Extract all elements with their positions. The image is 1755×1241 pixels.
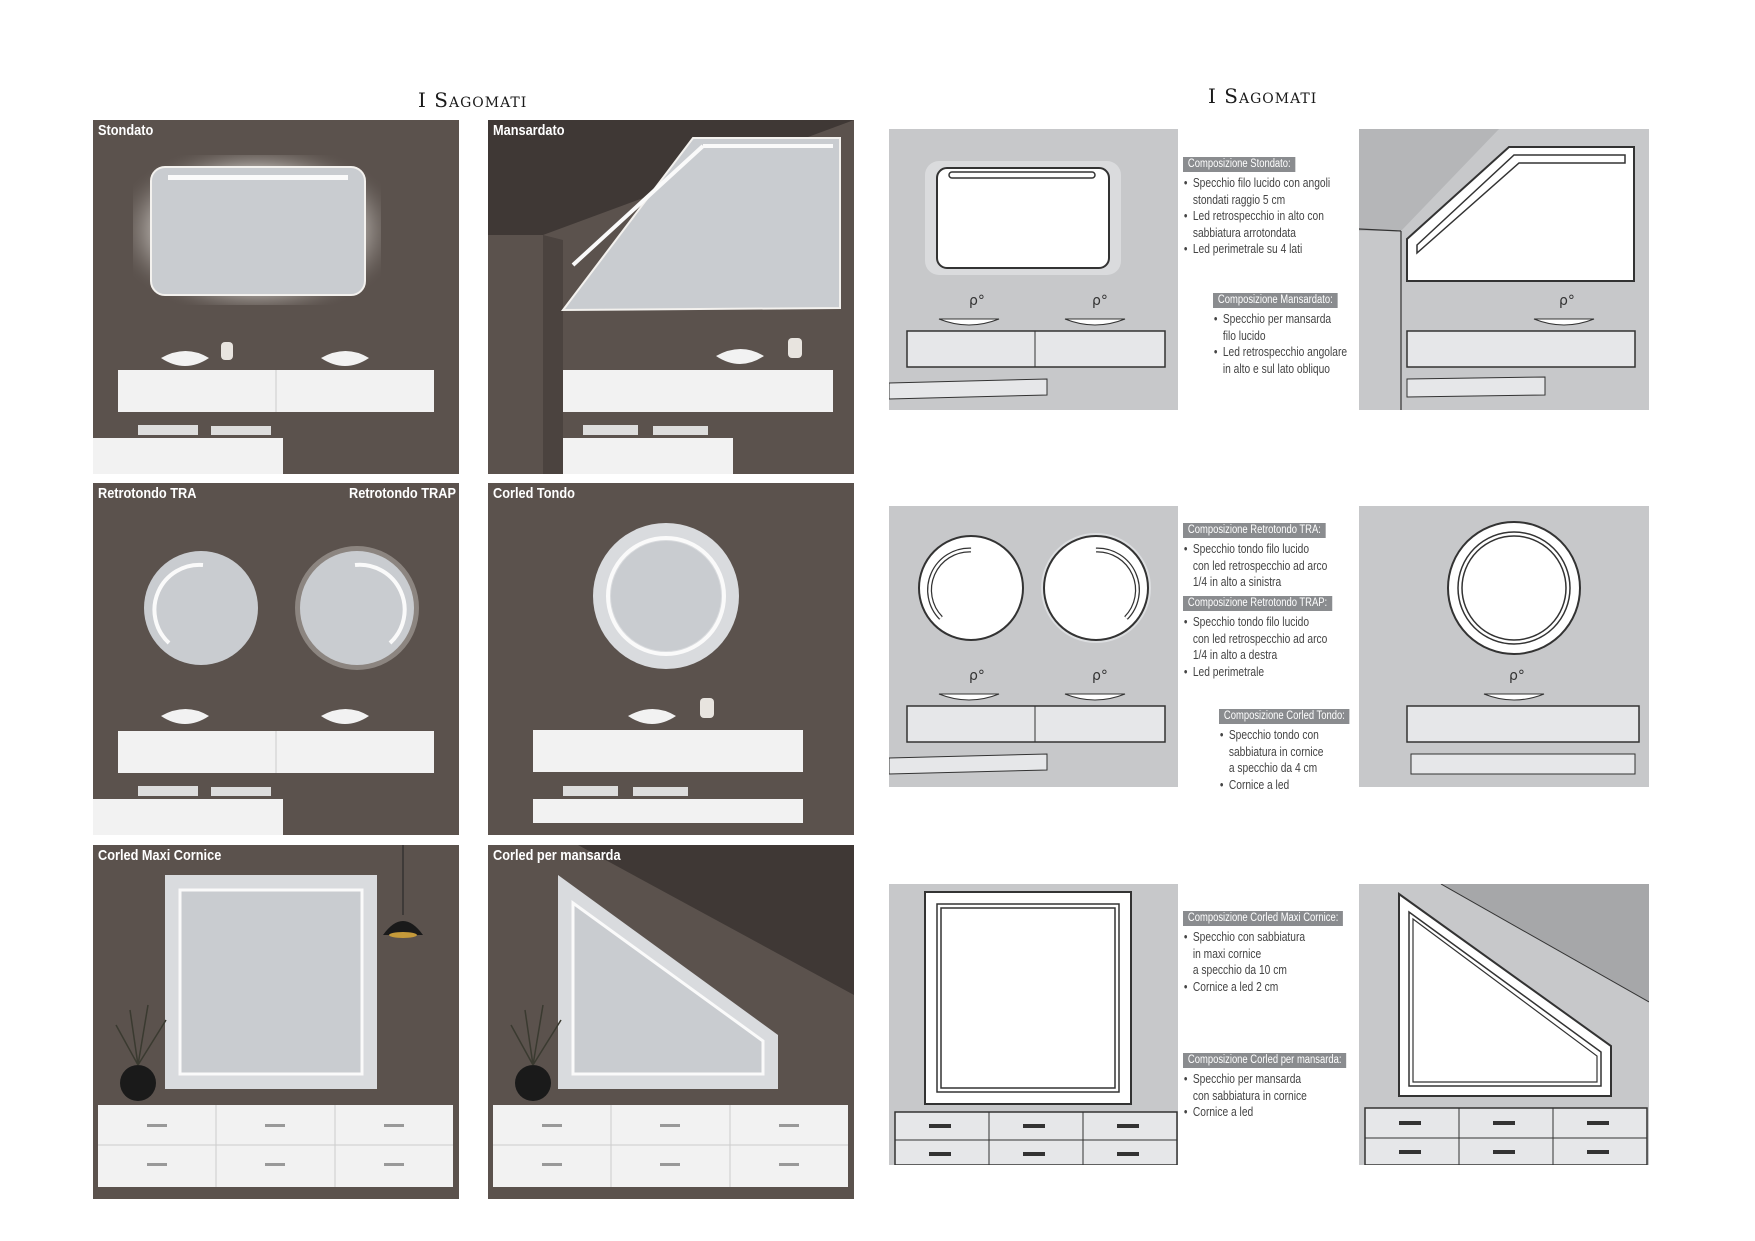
desc-item: • Specchio per mansarda: [1193, 1071, 1347, 1088]
mansardato-illustration: [488, 120, 854, 474]
desc-stondato: [1183, 155, 1330, 258]
desc-item: • Specchio per mansarda: [1223, 311, 1347, 328]
desc-trap-head: Composizione Retrotondo TRAP:: [1183, 596, 1332, 611]
drawing-mansardato-svg: [1359, 129, 1649, 410]
drawing-corled-maxi-svg: [889, 884, 1178, 1165]
photo-corled-tondo: [488, 483, 854, 835]
desc-maxi: [1183, 909, 1343, 995]
drawing-retrotondo: [889, 506, 1178, 787]
desc-item-cont: 1/4 in alto a destra: [1192, 648, 1278, 662]
drawing-corled-mansarda-svg: [1359, 884, 1649, 1165]
desc-mansardato-head: Composizione Mansardato:: [1213, 293, 1338, 308]
desc-item: • Led retrospecchio angolare: [1223, 344, 1347, 361]
desc-mansarda: [1183, 1051, 1346, 1121]
label-corled-maxi: Corled Maxi Cornice: [98, 847, 222, 864]
corled-mansarda-illustration: [488, 845, 854, 1199]
drawing-corled-maxi: [889, 884, 1178, 1165]
desc-tra-head: Composizione Retrotondo TRA:: [1183, 523, 1326, 538]
left-page-title: I Sagomati: [418, 88, 528, 112]
label-corled-mansarda: Corled per mansarda: [493, 847, 621, 864]
photo-mansardato: [488, 120, 854, 474]
desc-item-cont: in alto e sul lato obliquo: [1222, 361, 1330, 376]
desc-trap: [1183, 594, 1332, 680]
label-corled-tondo: Corled Tondo: [493, 485, 575, 502]
drawing-stondato-svg: [889, 129, 1178, 410]
desc-item: • Specchio tondo con: [1229, 727, 1350, 744]
drawing-corled-tondo-svg: [1359, 506, 1649, 787]
desc-tondo: [1219, 707, 1350, 793]
desc-item: • Specchio tondo filo lucido: [1193, 541, 1327, 558]
label-stondato: Stondato: [98, 122, 154, 139]
desc-item-cont: in maxi cornice: [1192, 946, 1262, 961]
label-retrotondo-tra: Retrotondo TRA: [98, 485, 197, 502]
desc-item: • Cornice a led: [1229, 777, 1350, 794]
svg-text:ρ°: ρ°: [969, 668, 985, 684]
desc-maxi-head: Composizione Corled Maxi Cornice:: [1183, 911, 1343, 926]
desc-item: • Cornice a led 2 cm: [1193, 979, 1343, 996]
desc-item-cont: sabbiatura in cornice: [1228, 744, 1324, 759]
desc-item-cont: sabbiatura arrotondata: [1192, 225, 1296, 240]
right-page-title: I Sagomati: [1208, 84, 1318, 108]
svg-text:ρ°: ρ°: [969, 293, 985, 309]
photo-corled-mansarda: [488, 845, 854, 1199]
svg-text:ρ°: ρ°: [1509, 668, 1525, 684]
svg-text:ρ°: ρ°: [1092, 668, 1108, 684]
desc-mansarda-head: Composizione Corled per mansarda:: [1183, 1053, 1346, 1068]
desc-item: • Led perimetrale su 4 lati: [1193, 241, 1330, 258]
desc-item-cont: 1/4 in alto a sinistra: [1192, 575, 1282, 589]
desc-item-cont: a specchio da 10 cm: [1192, 963, 1287, 977]
desc-item: • Specchio tondo filo lucido: [1193, 614, 1332, 631]
label-mansardato: Mansardato: [493, 122, 565, 139]
desc-item-cont: a specchio da 4 cm: [1228, 761, 1318, 775]
desc-item-cont: con sabbiatura in cornice: [1192, 1088, 1307, 1103]
svg-text:ρ°: ρ°: [1559, 293, 1575, 309]
desc-item: • Led perimetrale: [1193, 664, 1332, 681]
drawing-corled-mansarda: [1359, 884, 1649, 1165]
desc-item: • Led retrospecchio in alto con: [1193, 208, 1330, 225]
stondato-illustration: [93, 120, 459, 474]
photo-stondato: [93, 120, 459, 474]
drawing-corled-tondo: [1359, 506, 1649, 787]
desc-item: • Specchio con sabbiatura: [1193, 929, 1343, 946]
svg-text:ρ°: ρ°: [1092, 293, 1108, 309]
retrotondo-illustration: [93, 483, 459, 835]
desc-item-cont: con led retrospecchio ad arco: [1192, 631, 1328, 646]
corled-tondo-illustration: [488, 483, 854, 835]
corled-maxi-illustration: [93, 845, 459, 1199]
desc-tra: [1183, 521, 1327, 591]
drawing-retrotondo-svg: [889, 506, 1178, 787]
desc-item-cont: stondati raggio 5 cm: [1192, 192, 1286, 207]
desc-item: • Cornice a led: [1193, 1104, 1347, 1121]
desc-item-cont: con led retrospecchio ad arco: [1192, 558, 1328, 573]
photo-corled-maxi: [93, 845, 459, 1199]
drawing-mansardato: [1359, 129, 1649, 410]
desc-item: • Specchio filo lucido con angoli: [1193, 175, 1330, 192]
drawing-stondato: [889, 129, 1178, 410]
desc-stondato-head: Composizione Stondato:: [1183, 157, 1296, 172]
desc-tondo-head: Composizione Corled Tondo:: [1219, 709, 1350, 724]
desc-mansardato: [1213, 291, 1347, 377]
photo-retrotondo: [93, 483, 459, 835]
desc-item-cont: filo lucido: [1222, 328, 1266, 343]
label-retrotondo-trap: Retrotondo TRAP: [349, 485, 456, 502]
